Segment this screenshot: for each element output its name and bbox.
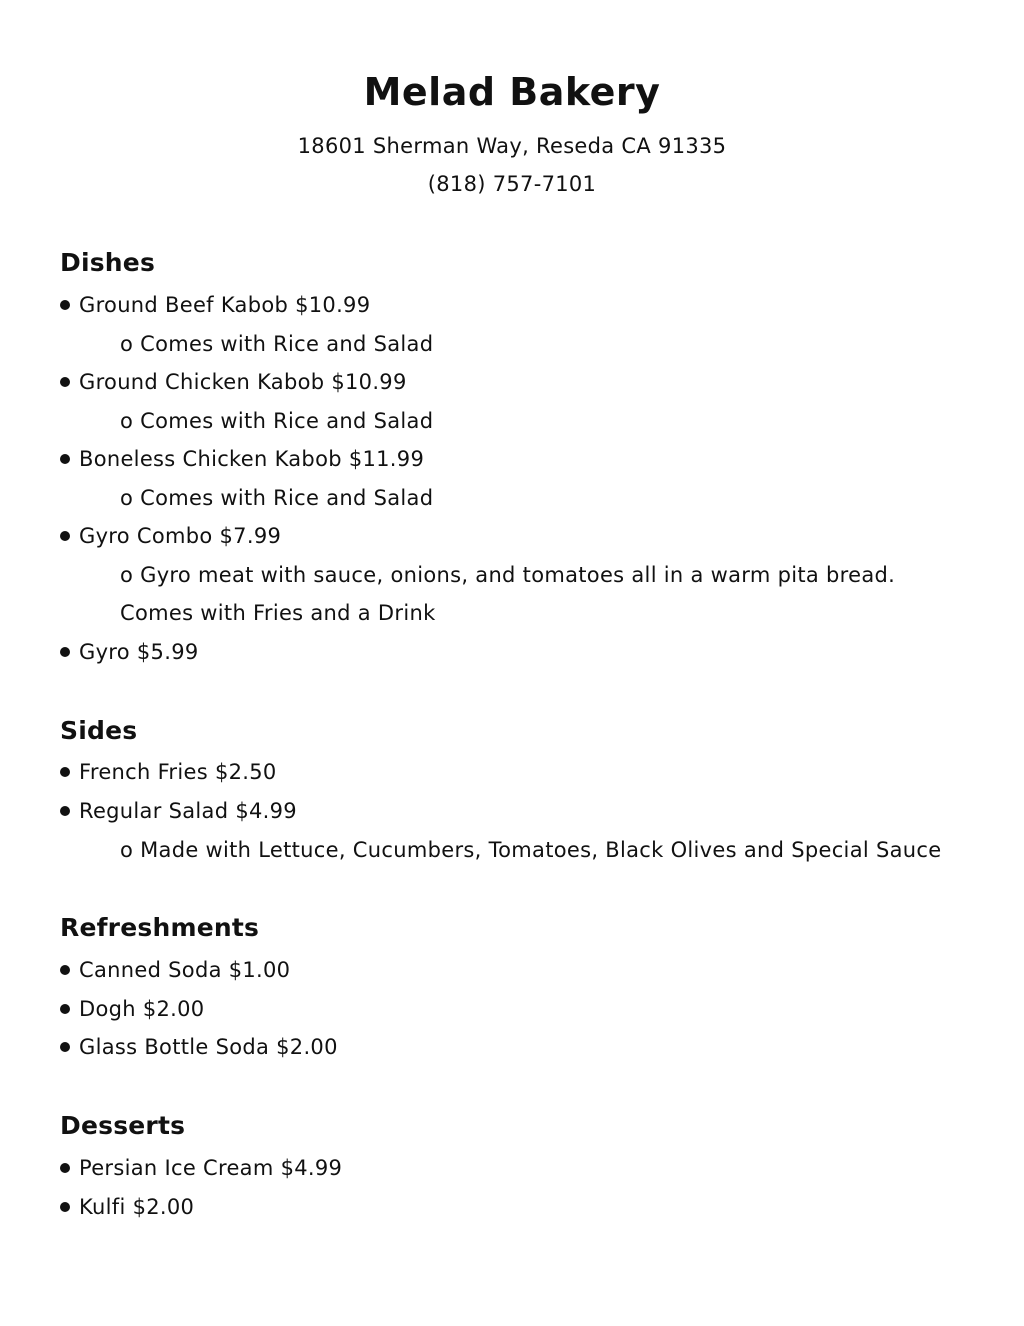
menu-item bbox=[60, 370, 407, 394]
menu-item-note: o Comes with Rice and Salad bbox=[120, 409, 434, 433]
menu-item bbox=[60, 799, 297, 823]
bullet-icon bbox=[60, 647, 70, 657]
bullet-icon bbox=[60, 531, 70, 541]
menu-item bbox=[60, 293, 370, 317]
menu-item-note: o Comes with Rice and Salad bbox=[120, 332, 434, 356]
bullet-icon bbox=[60, 300, 70, 310]
phone-number: (818) 757-7101 bbox=[427, 172, 597, 196]
menu-item-note: o Gyro meat with sauce, onions, and tomatoes all in a warm pita bread. bbox=[120, 563, 896, 587]
section-title-dishes: Dishes bbox=[60, 248, 156, 277]
menu-item-label: Dogh $2.00 bbox=[79, 997, 205, 1021]
menu-item-label: Kulfi $2.00 bbox=[79, 1195, 195, 1219]
section-title-desserts: Desserts bbox=[60, 1111, 186, 1140]
menu-item-label: Gyro Combo $7.99 bbox=[79, 524, 282, 548]
bullet-icon bbox=[60, 767, 70, 777]
bullet-icon bbox=[60, 1202, 70, 1212]
menu-item-label: Regular Salad $4.99 bbox=[79, 799, 297, 823]
bullet-icon bbox=[60, 377, 70, 387]
menu-item bbox=[60, 447, 424, 471]
bullet-icon bbox=[60, 454, 70, 464]
menu-item bbox=[60, 1195, 194, 1219]
menu-item-note: o Comes with Rice and Salad bbox=[120, 486, 434, 510]
bullet-icon bbox=[60, 806, 70, 816]
menu-item-label: French Fries $2.50 bbox=[79, 760, 277, 784]
section-title-refreshments: Refreshments bbox=[60, 913, 260, 942]
menu-item bbox=[60, 524, 281, 548]
menu-item bbox=[60, 760, 277, 784]
menu-item-note: o Made with Lettuce, Cucumbers, Tomatoes, Black Olives and Special Sauce bbox=[120, 838, 942, 862]
menu-item bbox=[60, 997, 204, 1021]
menu-item-label: Ground Beef Kabob $10.99 bbox=[79, 293, 371, 317]
menu-item bbox=[60, 1035, 338, 1059]
menu-item-label: Gyro $5.99 bbox=[79, 640, 199, 664]
menu-item-note: Comes with Fries and a Drink bbox=[120, 601, 436, 625]
bullet-icon bbox=[60, 1042, 70, 1052]
bullet-icon bbox=[60, 965, 70, 975]
bullet-icon bbox=[60, 1163, 70, 1173]
menu-item-label: Persian Ice Cream $4.99 bbox=[79, 1156, 343, 1180]
menu-item bbox=[60, 640, 199, 664]
menu-item-label: Canned Soda $1.00 bbox=[79, 958, 291, 982]
menu-item-label: Ground Chicken Kabob $10.99 bbox=[79, 370, 407, 394]
page-title: Melad Bakery bbox=[363, 70, 661, 114]
menu-item-label: Glass Bottle Soda $2.00 bbox=[79, 1035, 338, 1059]
address: 18601 Sherman Way, Reseda CA 91335 bbox=[297, 134, 727, 158]
bullet-icon bbox=[60, 1004, 70, 1014]
menu-item bbox=[60, 1156, 342, 1180]
menu-item-label: Boneless Chicken Kabob $11.99 bbox=[79, 447, 425, 471]
section-title-sides: Sides bbox=[60, 716, 138, 745]
menu-item bbox=[60, 958, 290, 982]
